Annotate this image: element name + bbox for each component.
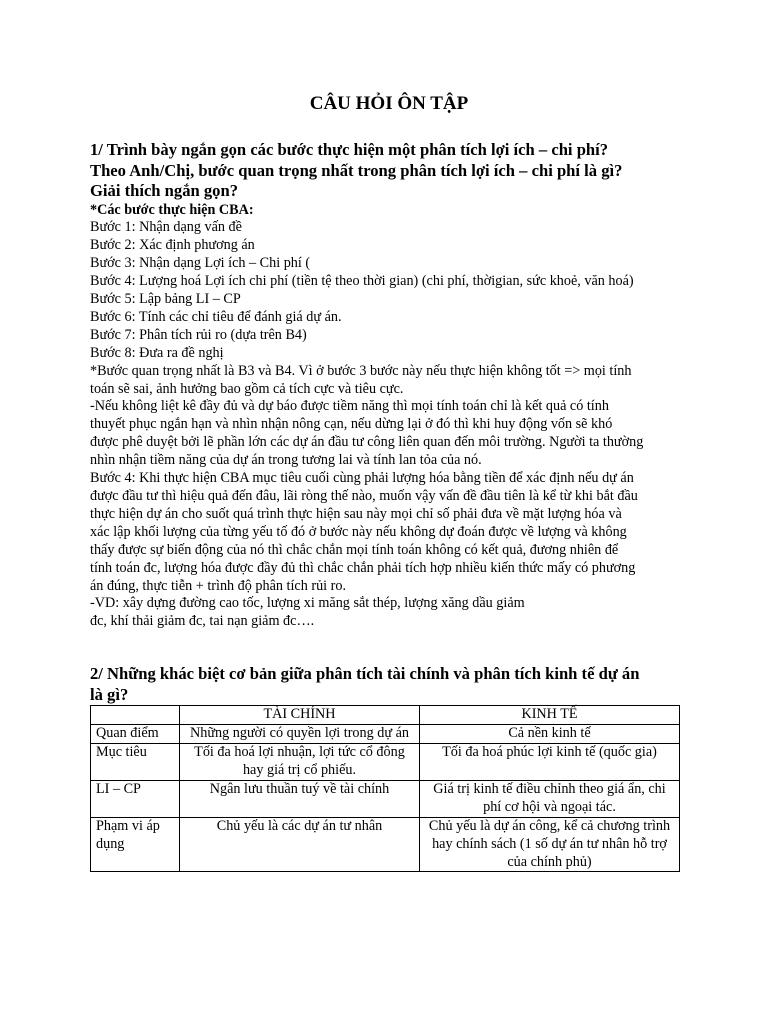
- answer-line: xác lập khối lượng của từng yếu tố đó ở bước này nếu không dự đoán được về lượng và không: [90, 523, 627, 540]
- financial-cell: Những người có quyền lợi trong dự án: [180, 725, 420, 744]
- question-1-line: Theo Anh/Chị, bước quan trọng nhất trong phân tích lợi ích – chi phí là gì?: [90, 160, 623, 180]
- economic-cell: Cả nền kinh tế: [420, 725, 680, 744]
- economic-cell: Chủ yếu là dự án công, kể cả chương trình hay chính sách (1 số dự án tư nhân hỗ trợ của chính phủ): [420, 817, 680, 872]
- answer-line: -Nếu không liệt kê đầy đủ và dự báo được tiềm năng thì mọi tính toán chỉ là kết quả có tính: [90, 398, 609, 415]
- cba-step: Bước 2: Xác định phương án: [90, 237, 255, 254]
- economic-cell: Giá trị kinh tế điều chỉnh theo giá ẩn, chi phí cơ hội và ngoại tác.: [420, 780, 680, 817]
- financial-cell: Tối đa hoá lợi nhuận, lợi tức cổ đông hay giá trị cổ phiếu.: [180, 744, 420, 781]
- question-1-heading: [90, 140, 680, 202]
- answer-line: *Bước quan trọng nhất là B3 và B4. Vì ở bước 3 bước này nếu thực hiện không tốt => mọi tính: [90, 362, 632, 379]
- question-2-line: là gì?: [90, 684, 129, 704]
- row-label: Phạm vi áp dụng: [91, 817, 180, 872]
- cba-step: Bước 4: Lượng hoá Lợi ích chi phí (tiền tệ theo thời gian) (chi phí, thờigian, sức khoẻ, văn hoá): [90, 273, 634, 290]
- answer-line: -VD: xây dựng đường cao tốc, lượng xi măng sắt thép, lượng xăng dầu giảm: [90, 595, 525, 612]
- answer-line: thấy được sự biến động của nó thì chắc chắn mọi tính toán không có kết quả, đương nhiên để: [90, 541, 619, 558]
- answer-line: toán sẽ sai, ảnh hưởng bao gồm cả tích cực và tiêu cực.: [90, 380, 404, 397]
- answer-line: được đầu tư thì hiệu quả đến đâu, lãi ròng thế nào, muốn vậy vấn đề đầu tiên là kể từ khi bắt đầu: [90, 488, 638, 504]
- row-label: LI – CP: [91, 780, 180, 817]
- cba-step: Bước 5: Lập bảng LI – CP: [90, 291, 241, 308]
- table-header-cell: [91, 706, 180, 725]
- table-row: [91, 780, 680, 817]
- cba-steps-subheading: *Các bước thực hiện CBA:: [90, 201, 254, 218]
- question-1-line: 1/ Trình bày ngắn gọn các bước thực hiện một phân tích lợi ích – chi phí?: [90, 140, 609, 159]
- answer-line: Bước 4: Khi thực hiện CBA mục tiêu cuối cùng phải lượng hóa bằng tiền để xác định nếu dự án: [90, 470, 634, 487]
- financial-cell: Chủ yếu là các dự án tư nhân: [180, 817, 420, 872]
- cba-step: Bước 1: Nhận dạng vấn đề: [90, 219, 242, 236]
- economic-cell: Tối đa hoá phúc lợi kinh tế (quốc gia): [420, 744, 680, 781]
- financial-cell: Ngân lưu thuần tuý về tài chính: [180, 780, 420, 817]
- row-label: Quan điểm: [91, 725, 180, 744]
- question-1-answer: [90, 363, 680, 632]
- answer-line: nhìn nhận tiềm năng của dự án trong tương lai và tính lan tỏa của nó.: [90, 452, 482, 469]
- table-row: [91, 817, 680, 872]
- cba-step: Bước 7: Phân tích rủi ro (dựa trên B4): [90, 326, 307, 343]
- question-1-line: Giải thích ngắn gọn?: [90, 181, 238, 200]
- table-header-cell: TÀI CHÍNH: [180, 706, 420, 725]
- answer-line: đc, khí thải giảm đc, tai nạn giảm đc….: [90, 613, 315, 630]
- question-2-line: 2/ Những khác biệt cơ bản giữa phân tích tài chính và phân tích kinh tế dự án: [90, 664, 640, 684]
- cba-step: Bước 8: Đưa ra đề nghị: [90, 344, 224, 361]
- page-title: CÂU HỎI ÔN TẬP: [309, 93, 469, 114]
- table-header-cell: KINH TẾ: [420, 706, 680, 725]
- cba-steps-list: [90, 219, 680, 362]
- answer-line: được phê duyệt bởi lẽ phần lớn các dự án đầu tư công liên quan đến môi trường. Người ta thường: [90, 434, 644, 451]
- table-row: [91, 744, 680, 781]
- question-2-heading: [90, 664, 680, 705]
- comparison-table: [90, 705, 680, 872]
- row-label: Mục tiêu: [91, 744, 180, 781]
- document-page: [90, 92, 680, 872]
- cba-step: Bước 3: Nhận dạng Lợi ích – Chi phí (: [90, 255, 311, 272]
- table-row: [91, 725, 680, 744]
- answer-line: tính toán đc, lượng hóa được đầy đủ thì chắc chắn phải tích hợp nhiều kiến thức mấy có phương: [90, 559, 636, 576]
- answer-line: thuyết phục ngắn hạn và nhìn nhận nông cạn, nếu dừng lại ở đó thì khi huy động vốn sẽ khó: [90, 416, 613, 433]
- answer-line: án đúng, thực tiễn + trình độ phân tích rủi ro.: [90, 577, 347, 594]
- cba-step: Bước 6: Tính các chỉ tiêu để đánh giá dự án.: [90, 308, 342, 325]
- answer-line: thực hiện dự án cho suốt quá trình thực hiện sau này mọi chỉ số phải đưa về mặt lượng hóa và: [90, 505, 622, 522]
- table-header-row: [91, 706, 680, 725]
